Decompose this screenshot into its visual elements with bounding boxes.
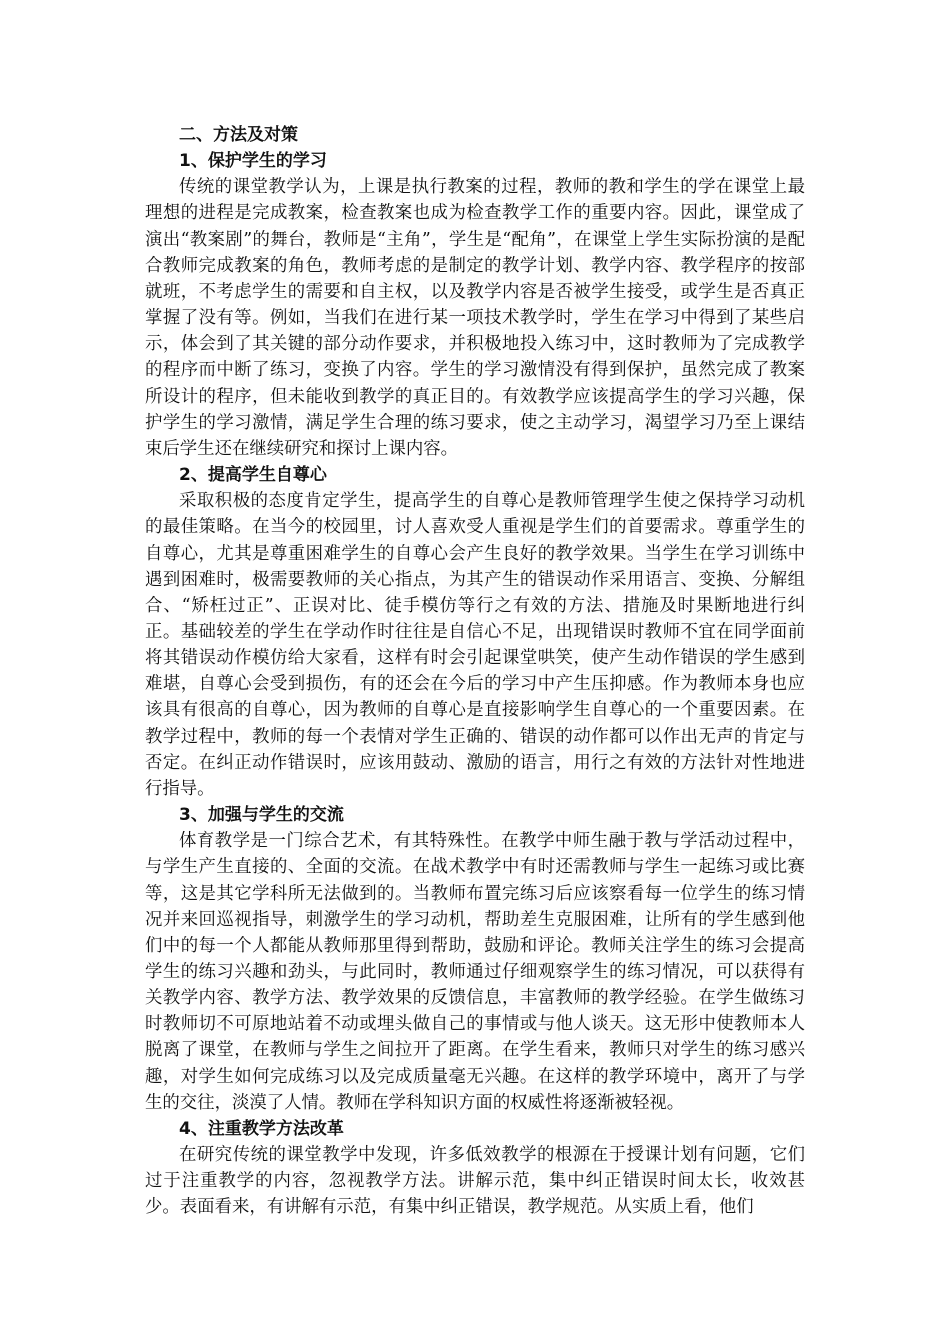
subsection-heading-2: 2、提高学生自尊心: [179, 465, 327, 486]
paragraph-3: 体育教学是一门综合艺术，有其特殊性。在教学中师生融于教与学活动过程中，与学生产生直接的、全面的交流。在战术教学中有时还需教师与学生一起练习或比赛等，这是其它学科所无法做到的。当教师布置完练习后应该察看每一位学生的练习情况并来回巡视指导，刺激学生的学习动机，帮助差生克服困难，让所有的学生感到他们中的每一个人都能从教师那里得到帮助，鼓励和评论。教师关注学生的练习会提高学生的练习兴趣和劲头，与此同时，教师通过仔细观察学生的练习情况，可以获得有关教学内容、教学方法、教学效果的反馈信息，丰富教师的教学经验。在学生做练习时教师切不可原地站着不动或埋头做自己的事情或与他人谈天。这无形中使教师本人脱离了课堂，在教师与学生之间拉开了距离。在学生看来，教师只对学生的练习感兴趣，对学生如何完成练习以及完成质量毫无兴趣。在这样的教学环境中，离开了与学生的交往，淡漠了人情。教师在学科知识方面的权威性将逐渐被轻视。: [145, 831, 805, 1113]
section-title: 二、方法及对策: [179, 125, 298, 145]
subsection-heading-3: 3、加强与学生的交流: [179, 805, 344, 826]
paragraph-4: 在研究传统的课堂教学中发现，许多低效教学的根源在于授课计划有问题，它们过于注重教学的内容，忽视教学方法。讲解示范，集中纠正错误时间太长，收效甚少。表面看来，有讲解有示范，有集中纠正错误，教学规范。从实质上看，他们: [145, 1145, 805, 1218]
subsection-heading-1: 1、保护学生的学习: [179, 151, 327, 172]
paragraph-1: 传统的课堂教学认为，上课是执行教案的过程，教师的教和学生的学在课堂上最理想的进程是完成教案，检查教案也成为检查教学工作的重要内容。因此，课堂成了演出“教案剧”的舞台，教师是“主角”，学生是“配角”，在课堂上学生实际扮演的是配合教师完成教案的角色，教师考虑的是制定的教学计划、教学内容、教学程序的按部就班，不考虑学生的需要和自主权，以及教学内容是否被学生接受，或学生是否真正掌握了没有等。例如，当我们在进行某一项技术教学时，学生在学习中得到了某些启示，体会到了其关键的部分动作要求，并积极地投入练习中，这时教师为了完成教学的程序而中断了练习，变换了内容。学生的学习激情没有得到保护，虽然完成了教案所设计的程序，但未能收到教学的真正目的。有效教学应该提高学生的学习兴趣，保护学生的学习激情，满足学生合理的练习要求，使之主动学习，渴望学习乃至上课结束后学生还在继续研究和探讨上课内容。: [145, 177, 805, 459]
subsection-heading-4: 4、注重教学方法改革: [179, 1118, 344, 1139]
paragraph-2: 采取积极的态度肯定学生，提高学生的自尊心是教师管理学生使之保持学习动机的最佳策略。在当今的校园里，讨人喜欢受人重视是学生们的首要需求。尊重学生的自尊心，尤其是尊重困难学生的自尊心会产生良好的教学效果。当学生在学习训练中遇到困难时，极需要教师的关心指点，为其产生的错误动作采用语言、变换、分解组合、“矫枉过正”、正误对比、徒手模仿等行之有效的方法、措施及时果断地进行纠正。基础较差的学生在学动作时往往是自信心不足，出现错误时教师不宜在同学面前将其错误动作模仿给大家看，这样有时会引起课堂哄笑，使产生动作错误的学生感到难堪，自尊心会受到损伤，有的还会在今后的学习中产生压抑感。作为教师本身也应该具有很高的自尊心，因为教师的自尊心是直接影响学生自尊心的一个重要因素。在教学过程中，教师的每一个表情对学生正确的、错误的动作都可以作出无声的肯定与否定。在纠正动作错误时，应该用鼓动、激励的语言，用行之有效的方法针对性地进行指导。: [145, 491, 805, 799]
document-page: [145, 122, 805, 1221]
